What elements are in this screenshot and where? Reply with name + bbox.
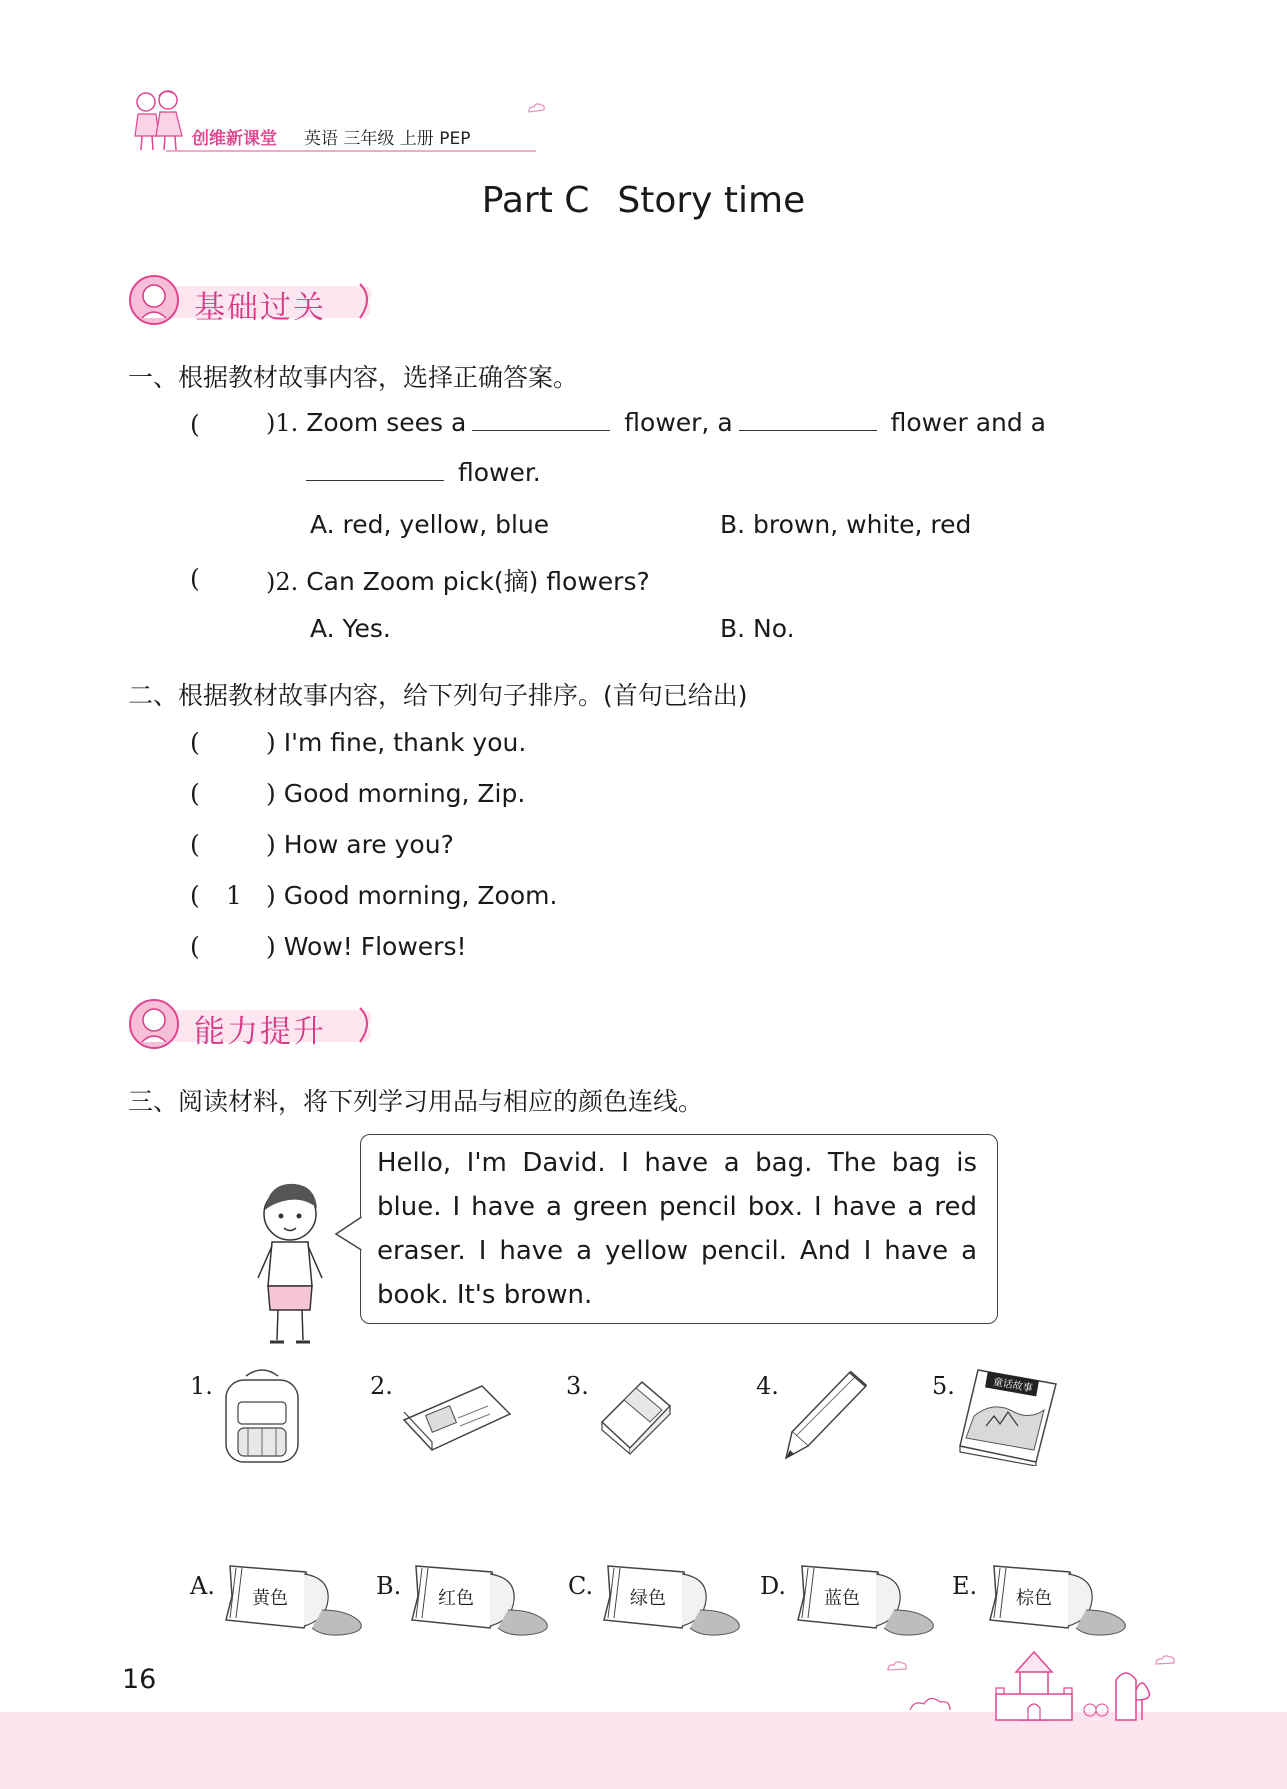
answer-blank[interactable] xyxy=(306,458,444,481)
banner-title: 能力提升 xyxy=(194,1014,326,1050)
order-sentence: Good morning, Zip. xyxy=(283,779,526,808)
ordering-item: ( ) Wow! Flowers! xyxy=(190,932,467,961)
header-underline xyxy=(166,148,536,154)
ordering-item: ( ) Good morning, Zip. xyxy=(190,779,526,808)
eraser-icon xyxy=(596,1372,676,1456)
item-number: 4. xyxy=(756,1372,779,1400)
bubble-tail xyxy=(334,1216,364,1252)
answer-blank[interactable] xyxy=(472,408,610,431)
banner-title: 基础过关 xyxy=(194,290,326,326)
order-sentence: Good morning, Zoom. xyxy=(283,881,558,910)
pencil-box-icon xyxy=(398,1380,514,1456)
color-label: 绿色 xyxy=(630,1588,666,1609)
page-number: 16 xyxy=(122,1664,157,1695)
series-name: 创维新课堂 xyxy=(192,129,277,149)
part-label: Part C xyxy=(481,180,590,221)
paint-tube-blue[interactable] xyxy=(790,1562,938,1642)
paint-tube-icon xyxy=(404,1562,552,1642)
paint-tube-brown[interactable] xyxy=(982,1562,1130,1642)
color-letter: B. xyxy=(376,1572,402,1600)
color-letter: E. xyxy=(952,1572,978,1600)
option-a: A. Yes. xyxy=(310,614,391,643)
q1-part2: flower, a xyxy=(624,408,733,437)
option-b: B. No. xyxy=(720,614,795,643)
color-letter: C. xyxy=(568,1572,594,1600)
color-letter: A. xyxy=(190,1572,215,1600)
color-label: 棕色 xyxy=(1016,1588,1052,1609)
answer-blank[interactable] xyxy=(739,408,877,431)
item-number: 5. xyxy=(932,1372,955,1400)
book-icon xyxy=(956,1366,1058,1466)
ordering-item: ( ) How are you? xyxy=(190,830,454,859)
speech-bubble xyxy=(360,1134,998,1324)
castle-decoration-icon xyxy=(880,1650,1180,1730)
order-sentence: I'm fine, thank you. xyxy=(283,728,527,757)
paint-tube-icon xyxy=(596,1562,744,1642)
section2-heading: 二、根据教材故事内容，给下列句子排序。(首句已给出) xyxy=(128,681,748,710)
question-number: )2. xyxy=(266,568,299,596)
color-label: 红色 xyxy=(438,1588,474,1609)
paint-tube-icon xyxy=(218,1562,366,1642)
order-sentence: How are you? xyxy=(283,830,454,859)
color-label: 黄色 xyxy=(252,1588,288,1609)
paint-tube-icon xyxy=(790,1562,938,1642)
q2-text: Can Zoom pick(摘) flowers? xyxy=(306,567,650,596)
option-a: A. red, yellow, blue xyxy=(310,510,550,539)
section1-heading: 一、根据教材故事内容，选择正确答案。 xyxy=(128,363,579,392)
item-number: 2. xyxy=(370,1372,393,1400)
backpack-icon xyxy=(216,1366,308,1466)
section-banner-basic xyxy=(128,272,378,332)
color-label: 蓝色 xyxy=(824,1588,860,1609)
cloud-icon xyxy=(526,100,546,116)
paint-tube-red[interactable] xyxy=(404,1562,552,1642)
order-sentence: Wow! Flowers! xyxy=(283,932,467,961)
kids-logo-icon xyxy=(128,88,190,152)
question-2 xyxy=(266,562,650,598)
q1-part4: flower. xyxy=(457,458,541,487)
page-header xyxy=(128,88,528,160)
question-1-line2 xyxy=(306,458,541,487)
paint-tube-green[interactable] xyxy=(596,1562,744,1642)
book-cover-title: 童话故事 xyxy=(992,1376,1034,1395)
page-title xyxy=(0,180,1287,221)
story-title: Story time xyxy=(617,180,806,221)
item-number: 1. xyxy=(190,1372,213,1400)
book-info: 英语 三年级 上册 PEP xyxy=(304,129,471,149)
q1-part1: Zoom sees a xyxy=(306,408,467,437)
pencil-icon xyxy=(782,1366,872,1462)
order-answer[interactable]: 1 xyxy=(226,881,242,910)
question-number: )1. xyxy=(266,409,299,437)
paint-tube-yellow[interactable] xyxy=(218,1562,366,1642)
section3-heading: 三、阅读材料，将下列学习用品与相应的颜色连线。 xyxy=(128,1087,704,1116)
color-letter: D. xyxy=(760,1572,787,1600)
ordering-item: ( 1 ) Good morning, Zoom. xyxy=(190,881,558,910)
paint-tube-icon xyxy=(982,1562,1130,1642)
boy-david-icon xyxy=(250,1176,336,1352)
answer-paren: ( xyxy=(190,410,200,439)
question-1 xyxy=(266,408,1046,437)
section-banner-advanced xyxy=(128,996,378,1056)
q1-part3: flower and a xyxy=(890,408,1047,437)
ordering-item: ( ) I'm fine, thank you. xyxy=(190,728,527,757)
answer-paren: ( xyxy=(190,564,200,593)
option-b: B. brown, white, red xyxy=(720,510,972,539)
item-number: 3. xyxy=(566,1372,589,1400)
reading-passage: Hello, I'm David. I have a bag. The bag is blue. I have a green pencil box. I have a red eraser. I have a yellow pencil. And I have a book. It's brown. xyxy=(377,1148,977,1310)
